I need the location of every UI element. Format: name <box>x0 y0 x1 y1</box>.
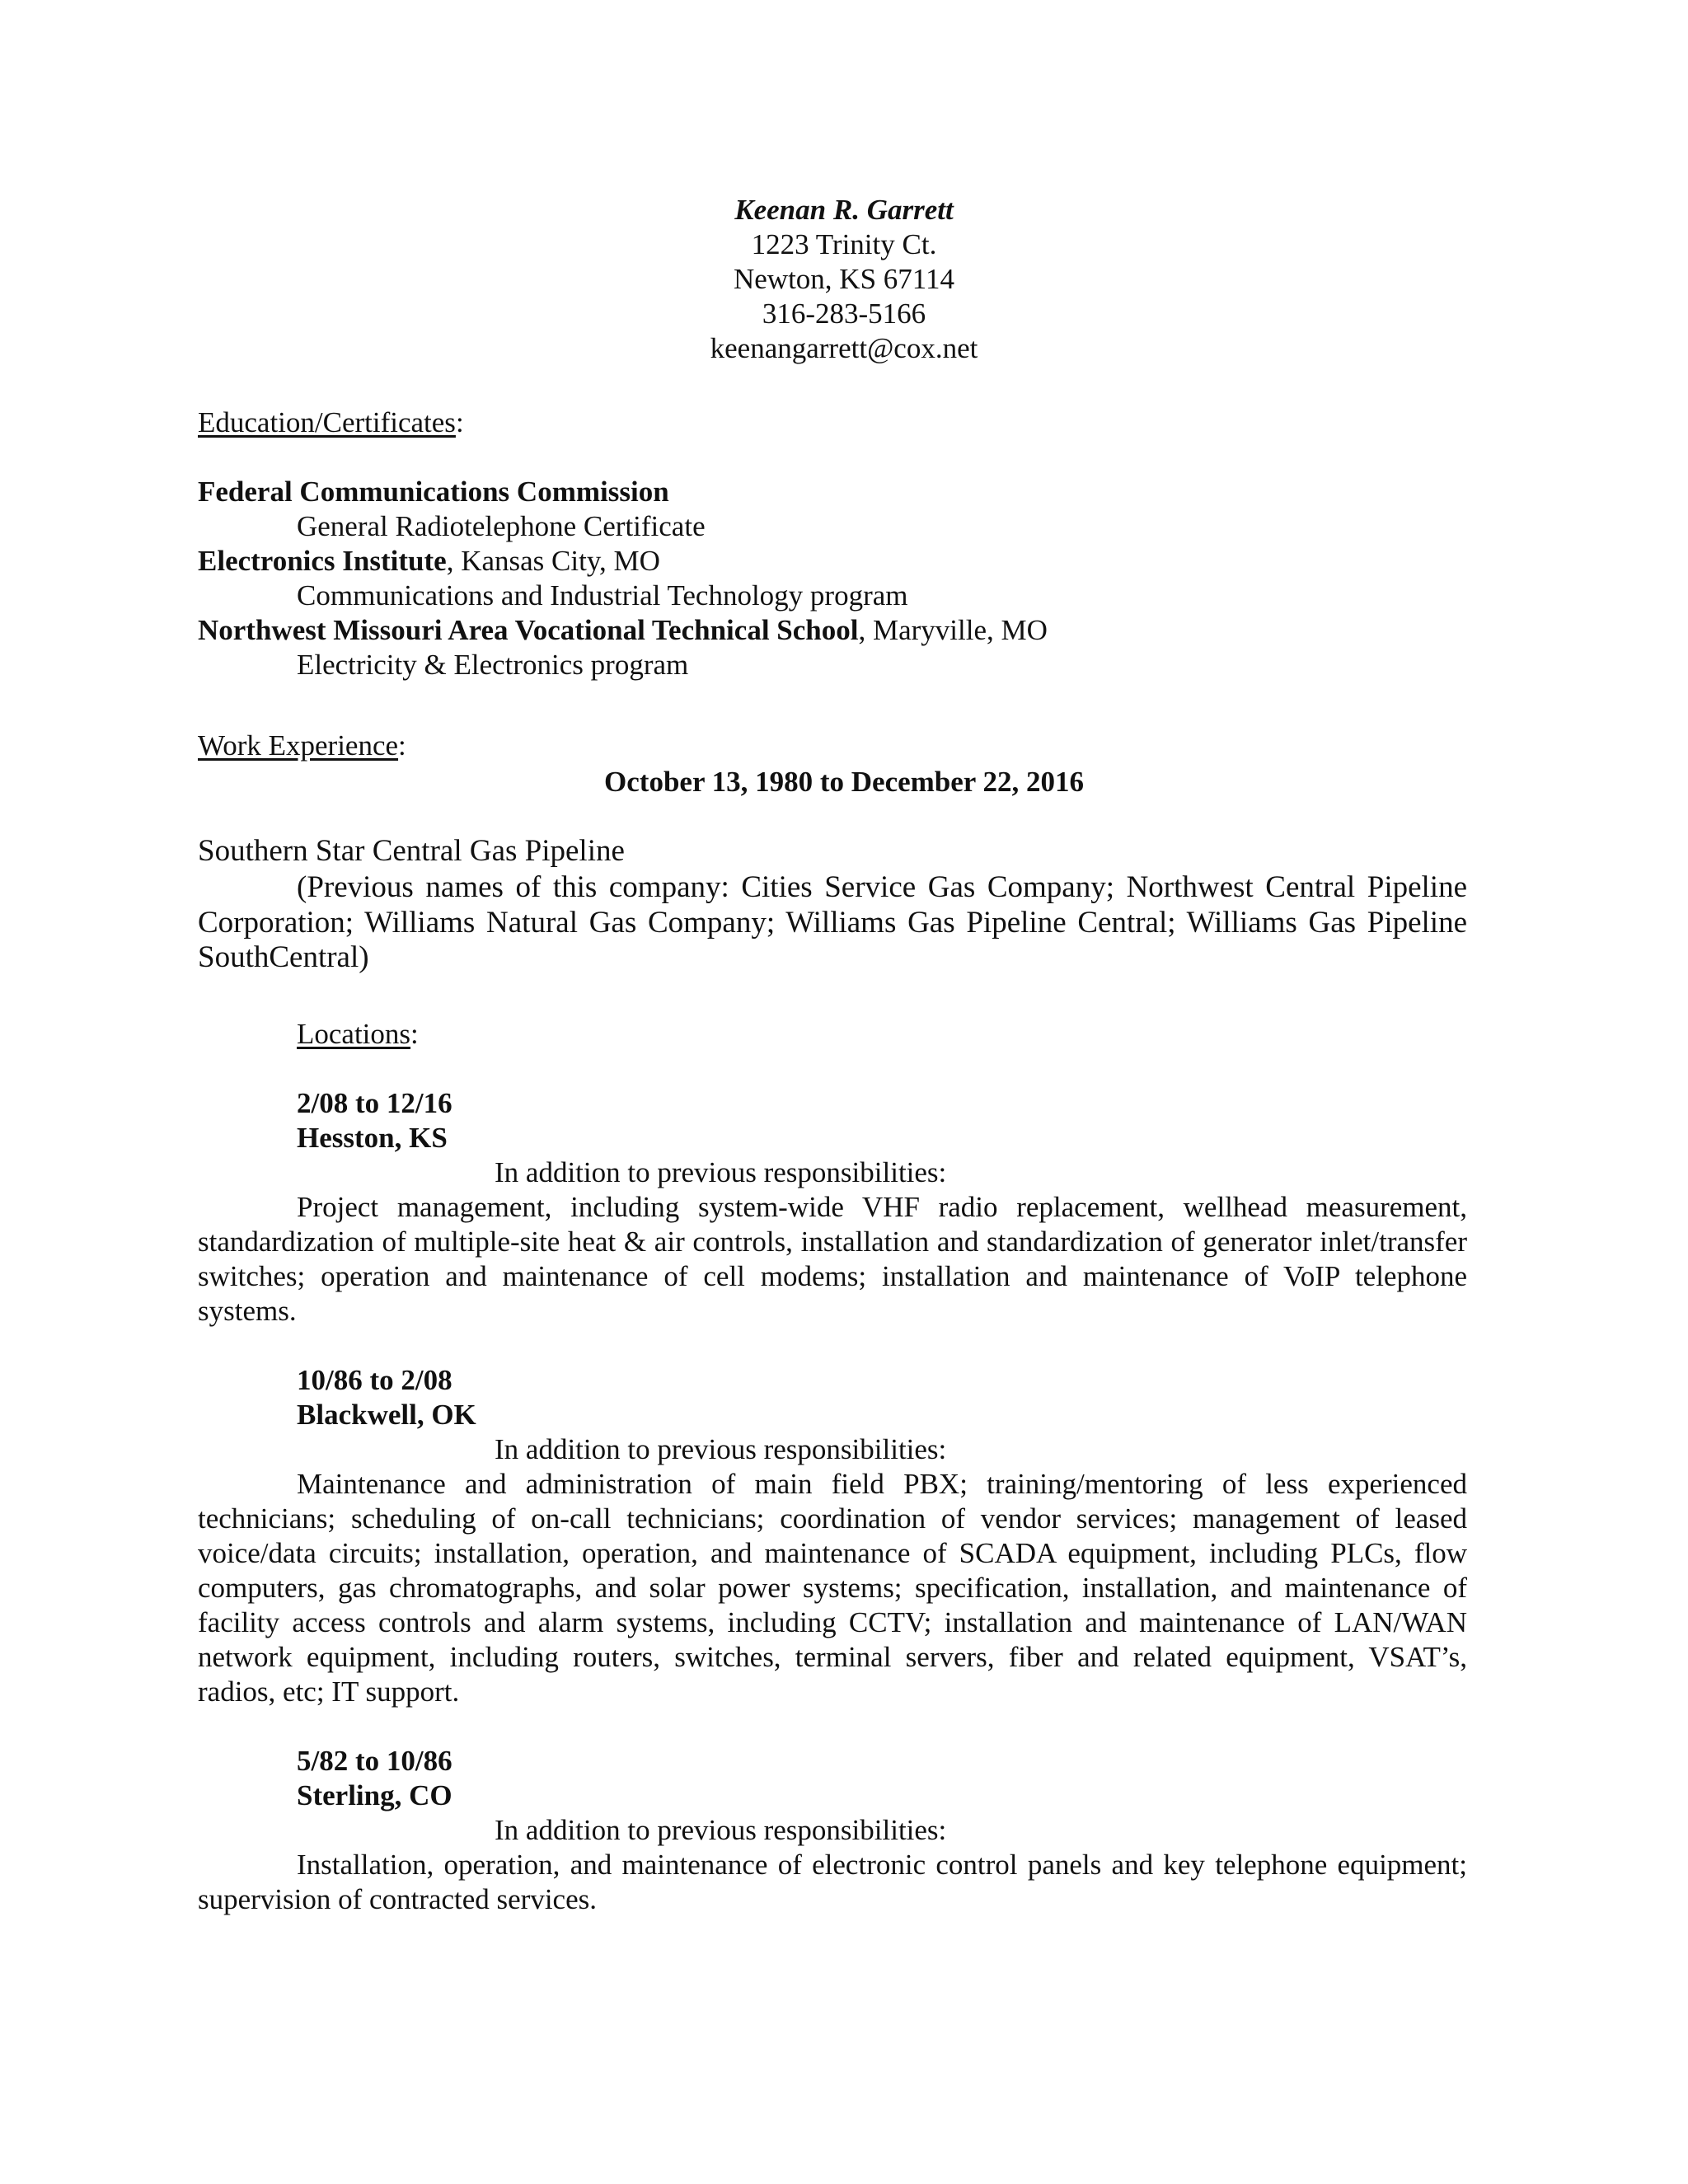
city-state-zip: Newton, KS 67114 <box>733 263 954 295</box>
institution-name: Electronics Institute <box>198 545 447 577</box>
location-duties-text: Installation, operation, and maintenance of electronic control panels and key telephone equipment; supervision of contracted services. <box>198 1849 1467 1915</box>
location-place: Hesston, KS <box>297 1122 448 1154</box>
location-dates: 10/86 to 2/08 <box>297 1364 452 1396</box>
location-intro: In addition to previous responsibilities: <box>495 1433 947 1465</box>
company-name: Southern Star Central Gas Pipeline <box>198 834 625 868</box>
location-dates: 2/08 to 12/16 <box>297 1087 452 1119</box>
location-dates: 5/82 to 10/86 <box>297 1745 452 1777</box>
locations-heading-text: Locations <box>297 1018 411 1050</box>
institution-name: Northwest Missouri Area Vocational Technical School <box>198 614 859 646</box>
work-heading-text: Work Experience <box>198 729 399 762</box>
location-duties <box>198 1190 1467 1329</box>
institution-location: , Maryville, MO <box>858 614 1048 646</box>
institution-location: , Kansas City, MO <box>446 545 660 577</box>
education-entry-institution <box>198 613 1048 648</box>
street-address: 1223 Trinity Ct. <box>751 228 937 260</box>
location-place: Blackwell, OK <box>297 1399 476 1431</box>
employment-date-range: October 13, 1980 to December 22, 2016 <box>604 766 1084 798</box>
location-duties-text: Project management, including system-wide VHF radio replacement, wellhead measurement, standardization of multiple-site heat & air controls, installation and standardization of generator inlet/transfer switches; operation and maintenance of cell modems; installation and maintenance of VoIP telephone systems. <box>198 1191 1467 1327</box>
phone-number: 316-283-5166 <box>762 298 926 330</box>
location-intro: In addition to previous responsibilities: <box>495 1156 947 1188</box>
locations-heading <box>297 1017 419 1052</box>
location-duties <box>198 1848 1467 1917</box>
institution-name: Federal Communications Commission <box>198 476 669 508</box>
location-intro: In addition to previous responsibilities: <box>495 1814 947 1846</box>
education-entry-program: General Radiotelephone Certificate <box>297 510 706 542</box>
previous-company-names <box>198 870 1467 976</box>
education-entry-program: Communications and Industrial Technology program <box>297 579 908 612</box>
education-entry-institution <box>198 475 669 509</box>
location-place: Sterling, CO <box>297 1779 452 1811</box>
education-entry-program: Electricity & Electronics program <box>297 649 689 681</box>
work-heading <box>198 729 406 763</box>
education-entry-institution <box>198 544 660 579</box>
location-duties-text: Maintenance and administration of main field PBX; training/mentoring of less experienced technicians; scheduling of on-call technicians; coordination of vendor services; management of leased voice/data circuits; installation, operation, and maintenance of SCADA equipment, including PLCs, flow computers, gas chromatographs, and solar power systems; specification, installation, and maintenance of facility access controls and alarm systems, including CCTV; installation and maintenance of LAN/WAN network equipment, including routers, switches, terminal servers, fiber and related equipment, VSAT’s, radios, etc; IT support. <box>198 1468 1467 1708</box>
applicant-name: Keenan R. Garrett <box>734 194 954 226</box>
education-heading-text: Education/Certificates <box>198 406 456 438</box>
work-heading-colon: : <box>398 729 406 762</box>
education-heading <box>198 405 464 440</box>
location-duties <box>198 1467 1467 1709</box>
education-heading-colon: : <box>455 406 464 438</box>
locations-heading-colon: : <box>410 1018 419 1050</box>
email-address: keenangarrett@cox.net <box>710 332 978 364</box>
previous-company-names-text: (Previous names of this company: Cities Service Gas Company; Northwest Central Pipeline Corporation; Williams Natural Gas Company; Williams Gas Pipeline Central; Williams Gas Pipeline SouthCentral) <box>198 870 1467 974</box>
